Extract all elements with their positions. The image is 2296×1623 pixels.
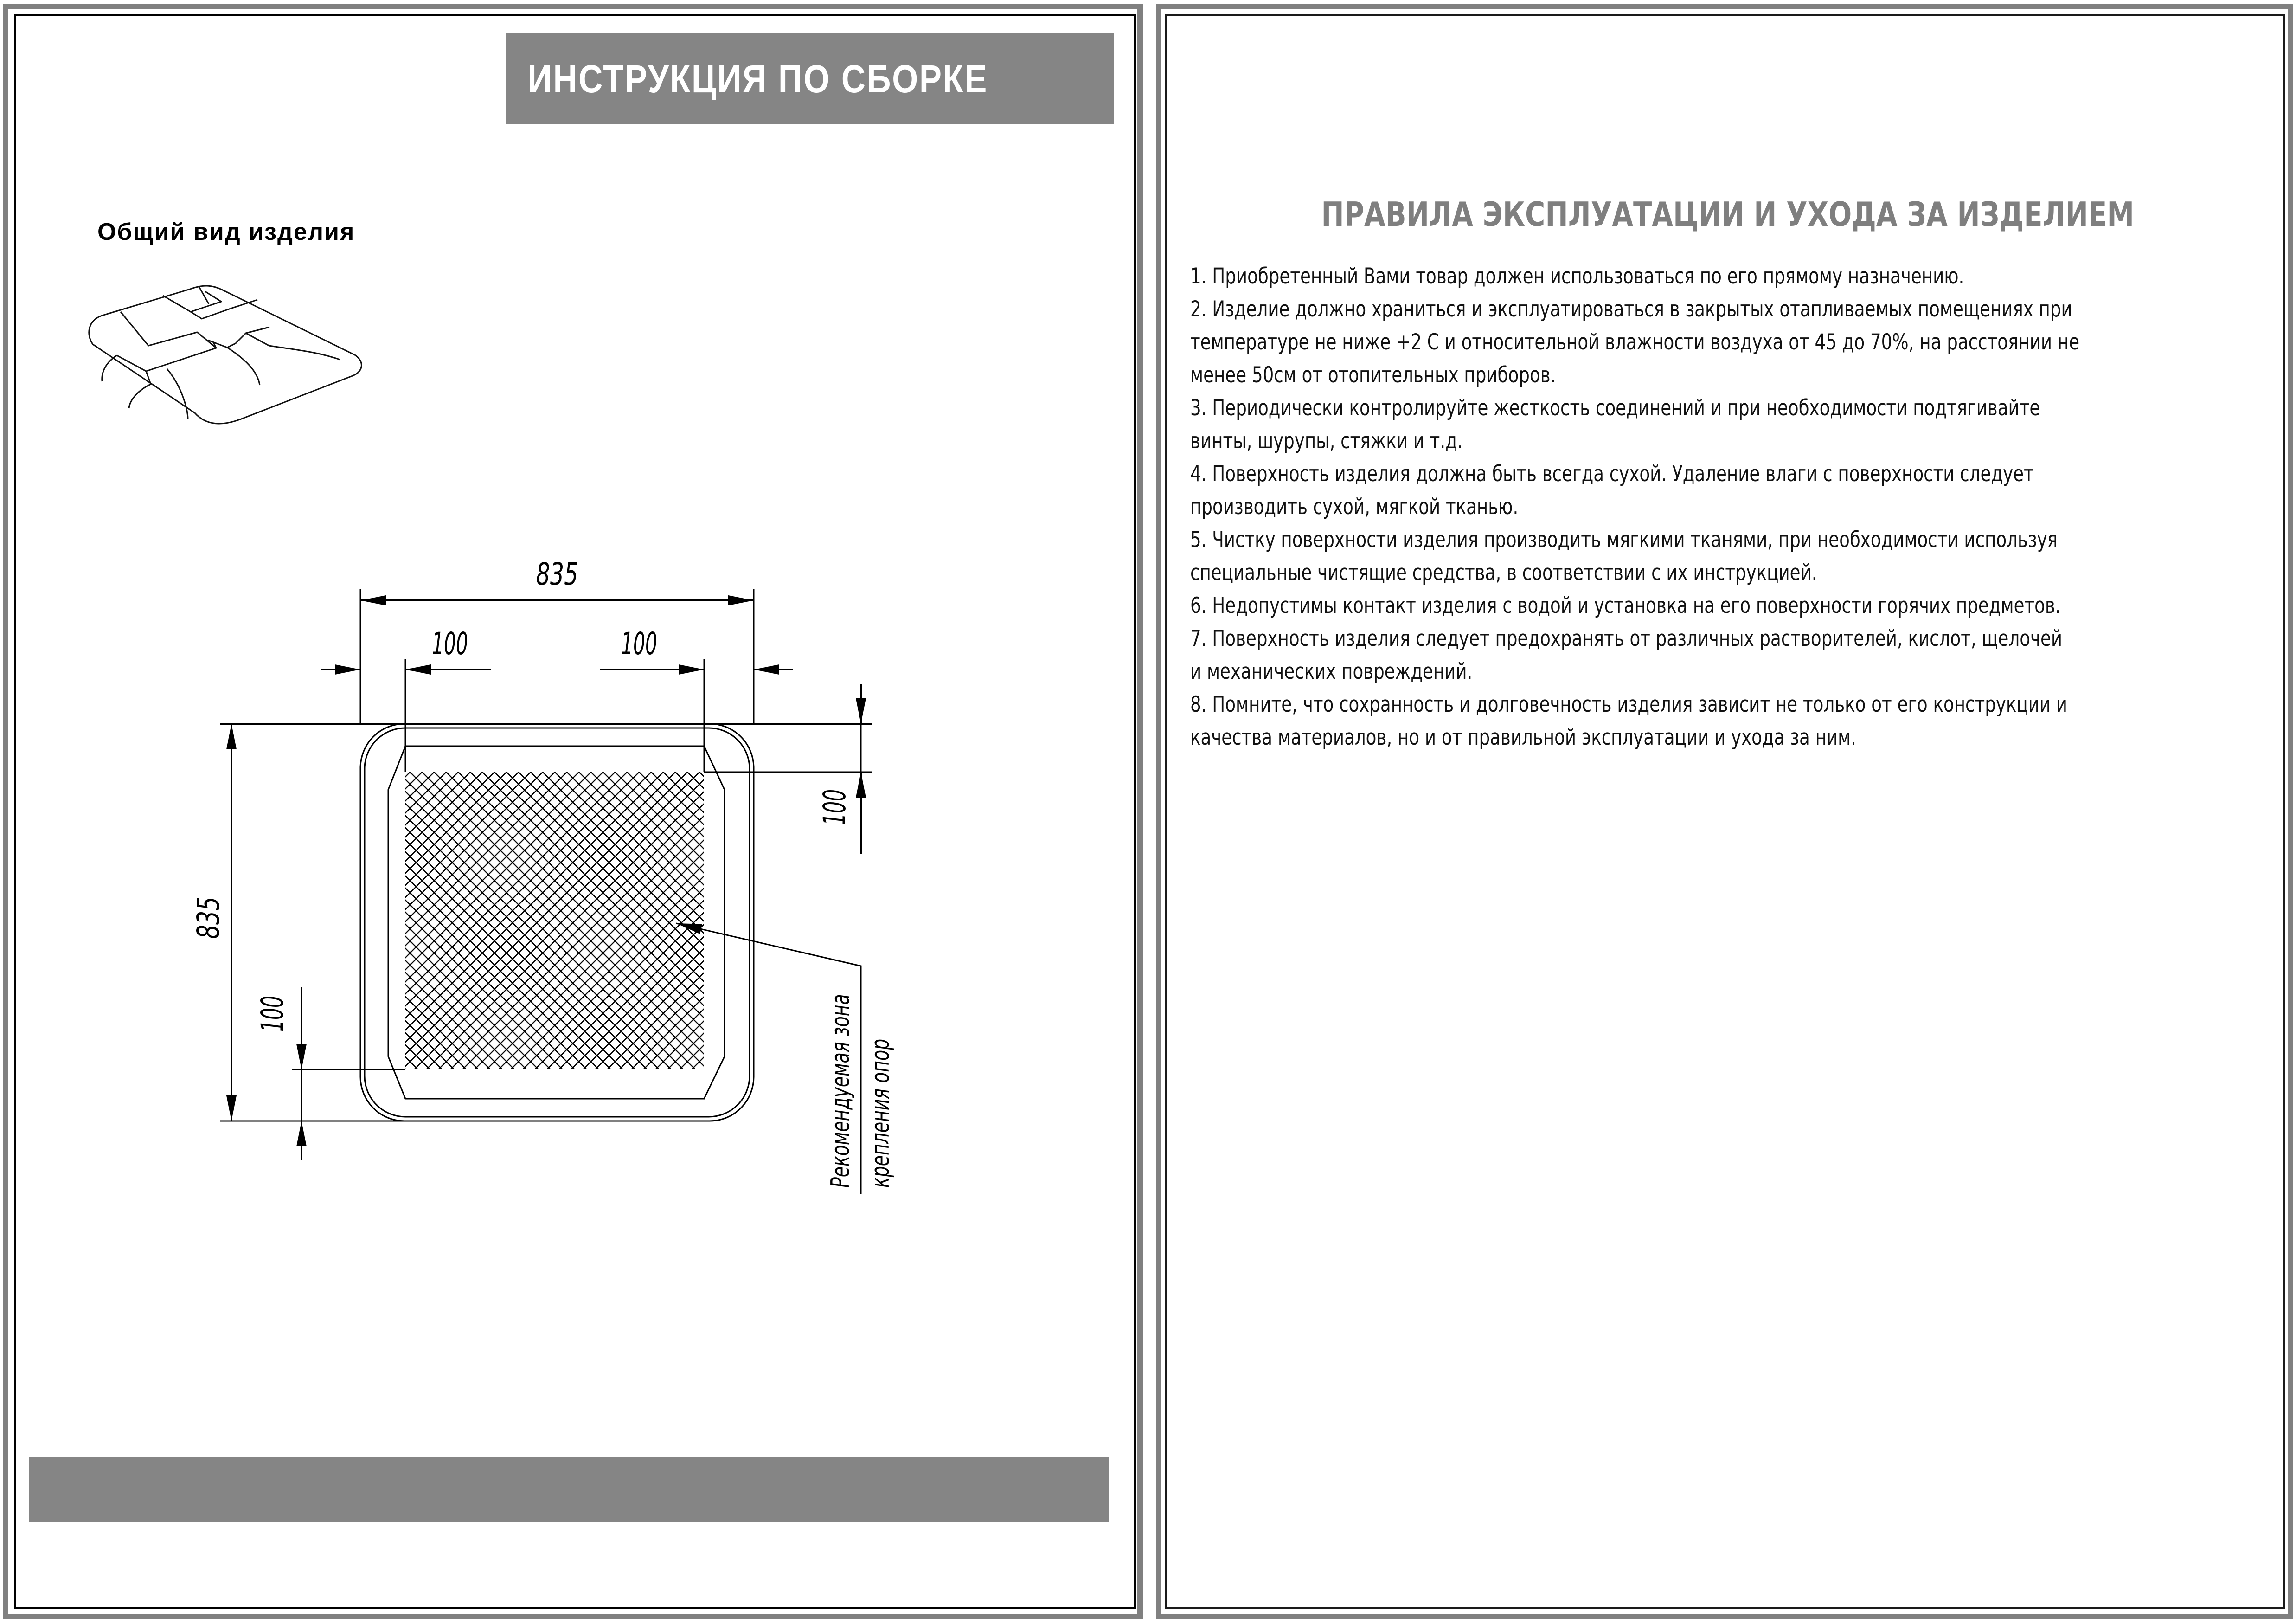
- rule-item: [1190, 523, 2276, 589]
- rule-item: [1190, 688, 2276, 754]
- rule-line: 7. Поверхность изделия следует предохранять от различных растворителей, кислот, щелочей: [1190, 626, 2063, 651]
- dim-height-label: 835: [191, 896, 227, 939]
- dim-width-label: 835: [536, 556, 578, 593]
- care-rules-title: [1187, 195, 2268, 234]
- rule-item: [1190, 260, 2276, 293]
- general-view-label: Общий вид изделия: [97, 219, 355, 245]
- technical-drawing: [0, 0, 1146, 1623]
- dim-bottom-offset-label: 100: [254, 995, 290, 1032]
- rule-line: и механических повреждений.: [1190, 659, 1473, 684]
- dim-left-offset-label: 100: [431, 625, 468, 662]
- rule-item: [1190, 622, 2276, 688]
- rule-line: 1. Приобретенный Вами товар должен использоваться по его прямому назначению.: [1190, 264, 1964, 289]
- rule-line: менее 50см от отопительных приборов.: [1190, 362, 1556, 388]
- care-rules-title-text: ПРАВИЛА ЭКСПЛУАТАЦИИ И УХОДА ЗА ИЗДЕЛИЕМ: [1321, 195, 2135, 234]
- care-rules-list: [1190, 260, 2276, 754]
- rule-line: 8. Помните, что сохранность и долговечность изделия зависит не только от его конструкции и: [1190, 692, 2067, 717]
- rule-item: [1190, 293, 2276, 392]
- leader-label-line2: крепления опор: [866, 1038, 895, 1188]
- rule-line: температуре не ниже +2 С и относительной влажности воздуха от 45 до 70%, на расстоянии не: [1190, 329, 2080, 355]
- rule-line: 2. Изделие должно храниться и эксплуатироваться в закрытых отапливаемых помещениях при: [1190, 296, 2072, 322]
- support-mount-zone: [405, 772, 704, 1069]
- banner-title: ИНСТРУКЦИЯ ПО СБОРКЕ: [528, 57, 988, 101]
- leader-label-line1: Рекомендуемая зона: [826, 994, 855, 1188]
- rule-item: [1190, 457, 2276, 523]
- rule-line: специальные чистящие средства, в соответствии с их инструкцией.: [1190, 560, 1817, 586]
- rule-item: [1190, 589, 2276, 622]
- rule-line: качества материалов, но и от правильной эксплуатации и ухода за ним.: [1190, 725, 1856, 750]
- dim-right-offset-label: 100: [621, 625, 658, 662]
- dim-top-offset-label: 100: [816, 789, 853, 826]
- rule-line: 6. Недопустимы контакт изделия с водой и установка на его поверхности горячих предметов.: [1190, 593, 2061, 618]
- left-footer-bar: [29, 1457, 1109, 1522]
- rule-item: [1190, 392, 2276, 457]
- rule-line: 3. Периодически контролируйте жесткость соединений и при необходимости подтягивайте: [1190, 395, 2040, 421]
- rule-line: винты, шурупы, стяжки и т.д.: [1190, 428, 1463, 454]
- rule-line: 5. Чистку поверхности изделия производить мягкими тканями, при необходимости используя: [1190, 527, 2058, 553]
- rule-line: производить сухой, мягкой тканью.: [1190, 494, 1519, 520]
- right-page-border: [1165, 14, 2285, 1609]
- rule-line: 4. Поверхность изделия должна быть всегда сухой. Удаление влаги с поверхности следует: [1190, 461, 2034, 487]
